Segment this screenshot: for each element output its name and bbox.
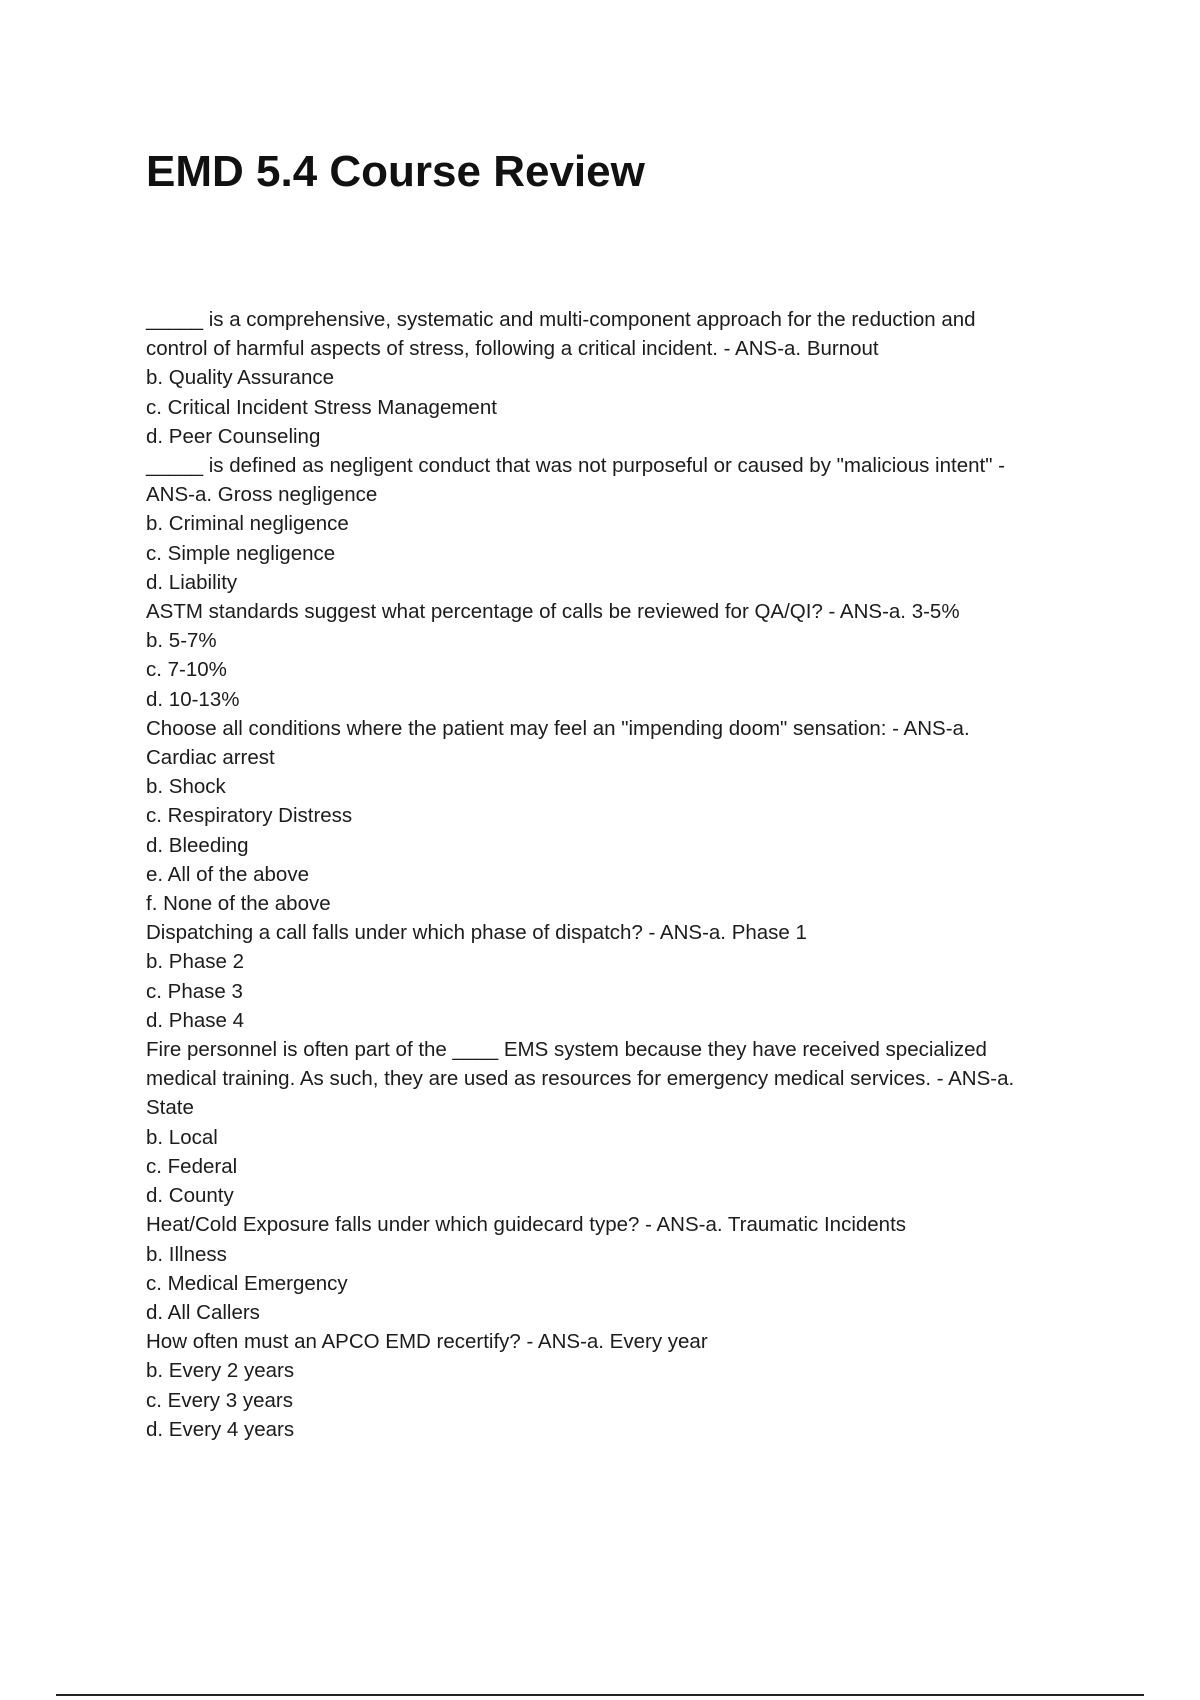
text-line: b. Local xyxy=(146,1125,218,1149)
text-line: f. None of the above xyxy=(146,892,331,916)
text-line: c. Every 3 years xyxy=(146,1388,293,1412)
page-title: EMD 5.4 Course Review xyxy=(146,147,645,196)
text-line: b. Illness xyxy=(146,1242,227,1266)
text-line: How often must an APCO EMD recertify? - ANS-a. Every year xyxy=(146,1330,708,1354)
text-line: c. Critical Incident Stress Management xyxy=(146,395,497,419)
text-line: _____ is defined as negligent conduct that was not purposeful or caused by "malicious intent" - xyxy=(146,454,1005,478)
text-line: b. Criminal negligence xyxy=(146,512,349,536)
text-line: c. Federal xyxy=(146,1154,238,1178)
page-bottom-divider xyxy=(56,1694,1144,1696)
text-line: b. 5-7% xyxy=(146,629,217,653)
text-line: control of harmful aspects of stress, following a critical incident. - ANS-a. Burnout xyxy=(146,337,879,361)
text-line: ANS-a. Gross negligence xyxy=(146,483,378,507)
text-line: b. Every 2 years xyxy=(146,1359,295,1383)
text-line: d. All Callers xyxy=(146,1300,260,1324)
question-list xyxy=(146,305,1096,1444)
text-line: d. Liability xyxy=(146,570,238,594)
text-line: e. All of the above xyxy=(146,862,309,886)
text-line: medical training. As such, they are used as resources for emergency medical services. - ANS-a. xyxy=(146,1067,1015,1091)
text-line: b. Phase 2 xyxy=(146,950,245,974)
text-line: d. Bleeding xyxy=(146,833,249,857)
text-line: d. 10-13% xyxy=(146,687,240,711)
text-line: c. Respiratory Distress xyxy=(146,804,353,828)
text-line: Heat/Cold Exposure falls under which guidecard type? - ANS-a. Traumatic Incidents xyxy=(146,1213,907,1237)
text-line: d. County xyxy=(146,1184,234,1208)
text-line: State xyxy=(146,1096,194,1120)
text-line: b. Quality Assurance xyxy=(146,366,335,390)
text-line: c. Medical Emergency xyxy=(146,1271,348,1295)
text-line: c. 7-10% xyxy=(146,658,227,682)
text-line: c. Simple negligence xyxy=(146,541,336,565)
text-line: c. Phase 3 xyxy=(146,979,243,1003)
text-line: d. Every 4 years xyxy=(146,1417,295,1441)
text-line: d. Peer Counseling xyxy=(146,424,321,448)
text-line: _____ is a comprehensive, systematic and multi-component approach for the reduction and xyxy=(146,308,976,331)
text-line: d. Phase 4 xyxy=(146,1008,245,1032)
text-line: Fire personnel is often part of the ____ EMS system because they have received specialized xyxy=(146,1038,987,1062)
text-line: Cardiac arrest xyxy=(146,746,275,770)
text-line: ASTM standards suggest what percentage of calls be reviewed for QA/QI? - ANS-a. 3-5% xyxy=(146,600,960,624)
text-line: b. Shock xyxy=(146,775,226,799)
text-line: Dispatching a call falls under which phase of dispatch? - ANS-a. Phase 1 xyxy=(146,921,807,945)
text-line: Choose all conditions where the patient may feel an "impending doom" sensation: - ANS-a. xyxy=(146,716,970,740)
